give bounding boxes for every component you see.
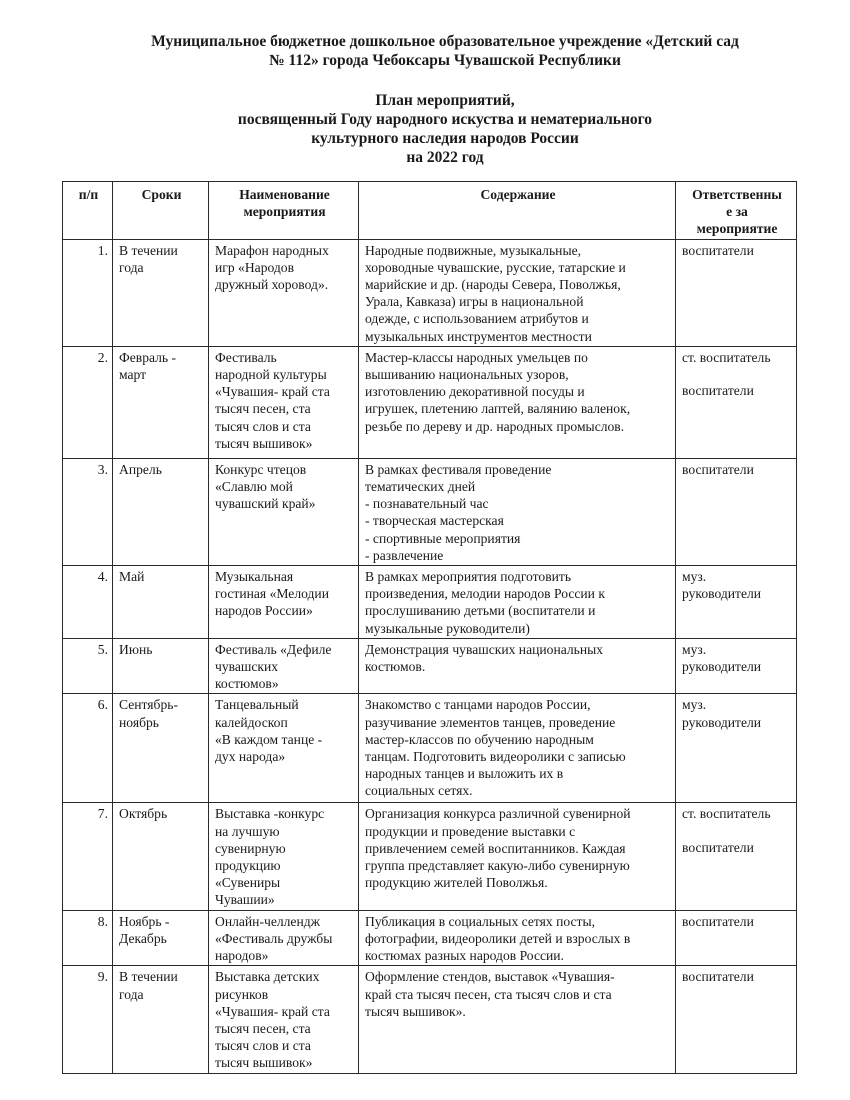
cell-line: года (119, 986, 144, 1002)
cell-line: Публикация в социальных сетях посты, (365, 913, 595, 929)
cell-number: 2. (63, 346, 113, 458)
header-content: Содержание (359, 182, 676, 240)
cell-number: 5. (63, 638, 113, 694)
cell-number: 6. (63, 694, 113, 803)
cell-line: народов» (215, 948, 269, 964)
cell-responsible (676, 346, 797, 458)
cell-line: воспитатели (682, 383, 754, 399)
cell-line: «Славлю мой (215, 479, 293, 495)
cell-event-name (209, 458, 359, 565)
cell-line: фотографии, видеоролики детей и взрослых в (365, 930, 631, 946)
cell-line: Выставка детских (215, 969, 320, 985)
cell-content (359, 694, 676, 803)
cell-line: «Фестиваль дружбы (215, 930, 333, 946)
cell-line: муз. (682, 697, 707, 713)
cell-content (359, 910, 676, 966)
cell-line: тысяч вышивок» (215, 1055, 313, 1071)
cell-line: Октябрь (119, 806, 168, 822)
cell-line: Демонстрация чувашских национальных (365, 641, 604, 657)
cell-event-name (209, 566, 359, 639)
cell-number: 1. (63, 239, 113, 346)
cell-line: ст. воспитатель (682, 806, 771, 822)
cell-line: край ста тысяч песен, ста тысяч слов и ста (365, 986, 612, 1002)
table-row (63, 346, 797, 458)
cell-line: Организация конкурса различной сувенирной (365, 806, 631, 822)
cell-line: Май (119, 569, 145, 585)
cell-line: костюмов. (365, 659, 426, 675)
cell-line: тысяч песен, ста (215, 1020, 311, 1036)
cell-line: Конкурс чтецов (215, 461, 307, 477)
cell-line: тематических дней (365, 479, 476, 495)
header-line: Ответственны (692, 187, 782, 202)
cell-content (359, 458, 676, 565)
cell-date (113, 566, 209, 639)
cell-event-name (209, 966, 359, 1073)
table-row (63, 566, 797, 639)
cell-line: калейдоскоп (215, 714, 288, 730)
org-line: № 112» города Чебоксары Чувашской Республики (269, 52, 621, 69)
cell-line: продукцию (215, 858, 281, 874)
header-line: е за (726, 204, 748, 220)
cell-line: социальных сетях. (365, 783, 473, 799)
table-row (63, 910, 797, 966)
cell-date (113, 966, 209, 1073)
table-row (63, 239, 797, 346)
cell-responsible (676, 458, 797, 565)
cell-date (113, 910, 209, 966)
cell-event-name (209, 694, 359, 803)
cell-line: тысяч слов и ста (215, 1038, 311, 1054)
cell-line: Апрель (119, 461, 162, 477)
organization-title (40, 32, 850, 70)
cell-line: дружный хоровод». (215, 277, 329, 293)
cell-date (113, 458, 209, 565)
cell-line: Июнь (119, 641, 153, 657)
cell-line: группа представляет какую-либо сувенирную (365, 858, 630, 874)
cell-spacer (682, 366, 792, 382)
org-line: Муниципальное бюджетное дошкольное образовательное учреждение «Детский сад (151, 33, 739, 50)
cell-line: В рамках фестиваля проведение (365, 461, 552, 477)
cell-line: воспитатели (682, 242, 754, 258)
cell-line: резьбе по дереву и др. народных промыслов. (365, 418, 625, 434)
cell-line: воспитатели (682, 969, 754, 985)
cell-line: Ноябрь - (119, 913, 170, 929)
cell-line: Чувашии» (215, 892, 275, 908)
cell-date (113, 239, 209, 346)
cell-line: хороводные чувашские, русские, татарские и (365, 259, 626, 275)
cell-line: «Чувашия- край ста (215, 384, 330, 400)
plan-line: на 2022 год (406, 149, 484, 166)
cell-line: - познавательный час (365, 496, 489, 512)
cell-number: 8. (63, 910, 113, 966)
cell-line: гостиная «Мелодии (215, 586, 329, 602)
table-row (63, 966, 797, 1073)
cell-line: сувенирную (215, 840, 286, 856)
cell-line: игр «Народов (215, 259, 295, 275)
table-row (63, 638, 797, 694)
cell-line: музыкальных инструментов местности (365, 328, 592, 344)
cell-responsible (676, 566, 797, 639)
cell-spacer (682, 823, 792, 839)
cell-event-name (209, 910, 359, 966)
cell-date (113, 694, 209, 803)
cell-line: Выставка -конкурс (215, 806, 325, 822)
plan-title (40, 91, 850, 167)
cell-line: чувашский край» (215, 496, 316, 512)
cell-line: Музыкальная (215, 569, 294, 585)
cell-line: воспитатели (682, 461, 754, 477)
cell-number: 9. (63, 966, 113, 1073)
cell-line: В рамках мероприятия подготовить (365, 569, 572, 585)
cell-date (113, 638, 209, 694)
cell-line: Знакомство с танцами народов России, (365, 697, 591, 713)
cell-number: 7. (63, 803, 113, 910)
header-line: мероприятия (243, 204, 326, 220)
header-name (209, 182, 359, 240)
cell-line: рисунков (215, 986, 269, 1002)
cell-line: март (119, 367, 147, 383)
cell-line: тысяч песен, ста (215, 401, 311, 417)
cell-line: на лучшую (215, 823, 280, 839)
cell-line: чувашских (215, 659, 279, 675)
cell-line: «Чувашия- край ста (215, 1003, 330, 1019)
cell-line: - спортивные мероприятия (365, 530, 521, 546)
cell-line: изготовлению декоративной посуды и (365, 384, 585, 400)
plan-line: культурного наследия народов России (311, 130, 579, 147)
cell-line: Фестиваль «Дефиле (215, 641, 332, 657)
cell-line: руководители (682, 586, 762, 602)
cell-event-name (209, 239, 359, 346)
cell-responsible (676, 803, 797, 910)
cell-line: народов России» (215, 603, 313, 619)
cell-number: 4. (63, 566, 113, 639)
cell-line: муз. (682, 641, 707, 657)
cell-line: ст. воспитатель (682, 349, 771, 365)
plan-line: План мероприятий, (375, 92, 515, 109)
cell-line: руководители (682, 714, 762, 730)
cell-responsible (676, 910, 797, 966)
cell-line: игрушек, плетению лаптей, валянию валенок, (365, 401, 631, 417)
header-line: Наименование (239, 187, 330, 202)
cell-line: ноябрь (119, 714, 159, 730)
cell-line: музыкальные руководители) (365, 620, 530, 636)
cell-line: одежде, с использованием атрибутов и (365, 311, 589, 327)
plan-line: посвященный Году народного искуства и нематериального (237, 111, 653, 128)
cell-responsible (676, 966, 797, 1073)
cell-event-name (209, 346, 359, 458)
cell-line: тысяч вышивок» (215, 435, 313, 451)
cell-date (113, 346, 209, 458)
cell-event-name (209, 638, 359, 694)
cell-line: воспитатели (682, 913, 754, 929)
cell-date (113, 803, 209, 910)
cell-line: продукции и проведение выставки с (365, 823, 576, 839)
cell-line: народной культуры (215, 367, 327, 383)
header-line: мероприятие (696, 221, 778, 237)
cell-content (359, 803, 676, 910)
cell-line: руководители (682, 659, 762, 675)
cell-line: танцам. Подготовить видеоролики с записью (365, 749, 626, 765)
table-row (63, 803, 797, 910)
cell-line: костюмах разных народов России. (365, 948, 564, 964)
cell-line: «Сувениры (215, 875, 281, 891)
cell-line: произведения, мелодии народов России к (365, 586, 605, 602)
cell-line: воспитатели (682, 839, 754, 855)
cell-line: Народные подвижные, музыкальные, (365, 242, 582, 258)
cell-line: Февраль - (119, 349, 177, 365)
cell-line: муз. (682, 569, 707, 585)
cell-line: прослушиванию детьми (воспитатели и (365, 603, 596, 619)
cell-line: народных танцев и выложить их в (365, 766, 564, 782)
cell-responsible (676, 239, 797, 346)
cell-line: В течении (119, 242, 178, 258)
cell-content (359, 566, 676, 639)
cell-line: привлечением семей воспитанников. Каждая (365, 840, 626, 856)
table-body (63, 239, 797, 1073)
table-header-row (63, 182, 797, 240)
cell-line: Онлайн-челлендж (215, 913, 321, 929)
table-row (63, 694, 797, 803)
cell-line: дух народа» (215, 749, 286, 765)
cell-content (359, 346, 676, 458)
cell-content (359, 966, 676, 1073)
cell-responsible (676, 694, 797, 803)
cell-line: марийские и др. (народы Севера, Поволжья, (365, 277, 621, 293)
cell-line: костюмов» (215, 676, 279, 692)
cell-line: Оформление стендов, выставок «Чувашия- (365, 969, 615, 985)
cell-line: Декабрь (119, 930, 167, 946)
cell-content (359, 239, 676, 346)
cell-line: тысяч вышивок». (365, 1003, 466, 1019)
cell-line: Марафон народных (215, 242, 329, 258)
cell-event-name (209, 803, 359, 910)
table-row (63, 458, 797, 565)
cell-line: тысяч слов и ста (215, 418, 311, 434)
cell-line: Танцевальный (215, 697, 299, 713)
cell-line: Фестиваль (215, 349, 277, 365)
cell-line: года (119, 259, 144, 275)
cell-line: В течении (119, 969, 178, 985)
header-date: Сроки (113, 182, 209, 240)
cell-line: мастер-классов по обучению народным (365, 731, 594, 747)
cell-line: разучивание элементов танцев, проведение (365, 714, 616, 730)
header-resp (676, 182, 797, 240)
cell-content (359, 638, 676, 694)
cell-line: Мастер-классы народных умельцев по (365, 349, 588, 365)
events-table (62, 181, 797, 1074)
cell-line: продукцию жителей Поволжья. (365, 875, 548, 891)
cell-line: - творческая мастерская (365, 513, 504, 529)
cell-line: вышиванию национальных узоров, (365, 367, 569, 383)
header-num: п/п (63, 182, 113, 240)
cell-line: «В каждом танце - (215, 731, 323, 747)
cell-responsible (676, 638, 797, 694)
cell-line: - развлечение (365, 547, 444, 563)
cell-line: Сентябрь- (119, 697, 178, 713)
cell-line: Урала, Кавказа) игры в национальной (365, 294, 584, 310)
cell-number: 3. (63, 458, 113, 565)
